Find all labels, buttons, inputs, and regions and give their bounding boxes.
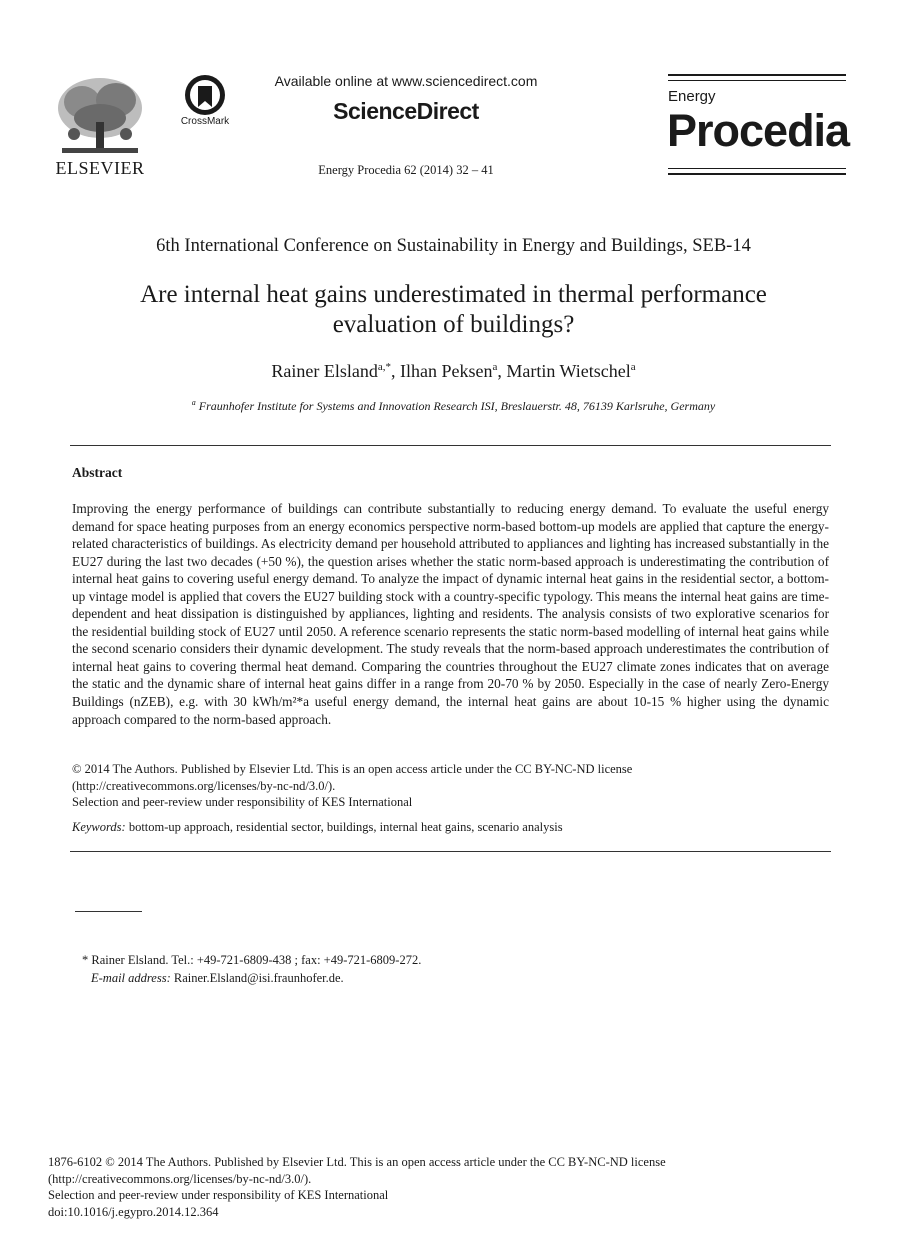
keywords-text: bottom-up approach, residential sector, buildings, internal heat gains, scenario analysis: [128, 820, 563, 834]
corresponding-author-footnote: [82, 951, 782, 987]
logo-rule-bottom-thin: [668, 168, 846, 169]
publisher-name: ELSEVIER: [55, 158, 145, 178]
available-online: Available online at www.sciencedirect.com: [274, 73, 538, 89]
paper-title-line-1: Are internal heat gains underestimated in thermal performance: [140, 281, 767, 308]
footnote-rule: [75, 911, 142, 912]
license-line-1: © 2014 The Authors. Published by Elsevier Ltd. This is an open access article under the CC BY-NC-ND license: [72, 762, 633, 776]
email-label: E-mail address:: [91, 971, 171, 985]
footer-issn-line: 1876-6102 © 2014 The Authors. Published by Elsevier Ltd. This is an open access article under the CC BY-NC-ND license: [48, 1155, 666, 1169]
divider-bottom: [70, 851, 831, 852]
abstract-text: Improving the energy performance of buildings can contribute substantially to reducing energy demand. To evaluate the useful energy demand for space heating purposes from an energy economics perspective norm-based bottom-up models are applied that capture the energy-related characteristics of buildings. As electricity demand per household attributed to appliances and lighting has increased substantially in the EU27 during the last two decades (+50 %), the question arises whether the static norm-based approach is underestimating the contribution of internal heat gains to covering useful energy demand. To analyze the impact of dynamic internal heat gains in the residential sector, a bottom-up vintage model is applied that covers the EU27 building stock with a country-specific typology. This means the internal heat gains are time-dependent and heat dissipation is distinguished by appliances, lighting and residents. The analysis consists of two explorative scenarios for the residential building stock of EU27 until 2050. A reference scenario represents the static norm-based modelling of internal heat gains while the second scenario considers their dynamic development. The study reveals that the norm-based approach underestimates the contribution of internal heat gains to covering thermal heat demand. Comparing the countries throughout the EU27 climate zones indicates that on average the static and the dynamic share of internal heat gains differ in a range from 20-70 % by 2050. Especially in the case of nearly Zero-Energy Buildings (nZEB), e.g. with 30 kWh/m²*a useful energy demand, the internal heat gains are about 10-15 % higher using the dynamic approach compared to the norm-based approach.: [72, 501, 829, 727]
license-statement: [72, 761, 829, 811]
affiliation: [0, 398, 907, 414]
paper-title: [60, 280, 847, 340]
journal-logo-name: Procedia: [667, 105, 850, 156]
author-mark: a: [630, 361, 636, 373]
author-list: Rainer Elsland$^{a,*}$, Ilhan Peksen$^a$, Martin Wietschel$^a$: [271, 361, 636, 381]
author-mark: a: [492, 361, 498, 373]
affiliation-mark: a: [191, 398, 196, 407]
journal-logo-subject: Energy: [668, 88, 716, 105]
copyright-footer: [48, 1154, 848, 1220]
affiliation-text: Fraunhofer Institute for Systems and Innovation Research ISI, Breslauerstr. 48, 76139 Karlsruhe, Germany: [198, 399, 716, 413]
abstract-heading: Abstract: [72, 465, 123, 480]
footer-doi[interactable]: doi:10.1016/j.egypro.2014.12.364: [48, 1204, 219, 1219]
logo-rule-top: [668, 74, 846, 76]
logo-rule-top-thin: [668, 80, 846, 81]
crossmark-label: CrossMark: [180, 116, 230, 127]
elsevier-logo: [52, 74, 148, 178]
crossmark-badge[interactable]: [174, 74, 236, 134]
license-url[interactable]: (http://creativecommons.org/licenses/by-nc-nd/3.0/).: [72, 778, 336, 793]
author-mark: a,*: [377, 361, 391, 373]
sciencedirect-logo: ScienceDirect: [333, 98, 479, 124]
author-name: Ilhan Peksen: [399, 361, 493, 381]
keywords: [72, 820, 829, 835]
divider-top: [70, 445, 831, 446]
footnote-email-line: [82, 969, 782, 987]
paper-title-line-2: evaluation of buildings?: [332, 311, 575, 338]
keywords-label: Keywords:: [72, 820, 126, 834]
email-address[interactable]: Rainer.Elsland@isi.fraunhofer.de.: [173, 971, 344, 985]
footer-license-url[interactable]: (http://creativecommons.org/licenses/by-nc-nd/3.0/).: [48, 1171, 312, 1186]
elsevier-tree-icon: [52, 74, 148, 156]
peer-review-line: Selection and peer-review under responsibility of KES International: [72, 795, 413, 809]
footnote-contact: * Rainer Elsland. Tel.: +49-721-6809-438 ; fax: +49-721-6809-272.: [82, 953, 422, 967]
conference-name: 6th International Conference on Sustainability in Energy and Buildings, SEB-14: [156, 236, 751, 256]
crossmark-icon: [174, 74, 236, 116]
author-name: Martin Wietschel: [506, 361, 631, 381]
logo-rule-bottom: [668, 173, 846, 175]
footer-peer-review: Selection and peer-review under responsibility of KES International: [48, 1188, 389, 1202]
author-name: Rainer Elsland: [271, 361, 378, 381]
journal-reference: Energy Procedia 62 (2014) 32 – 41: [318, 163, 494, 177]
journal-logo: [667, 74, 850, 178]
